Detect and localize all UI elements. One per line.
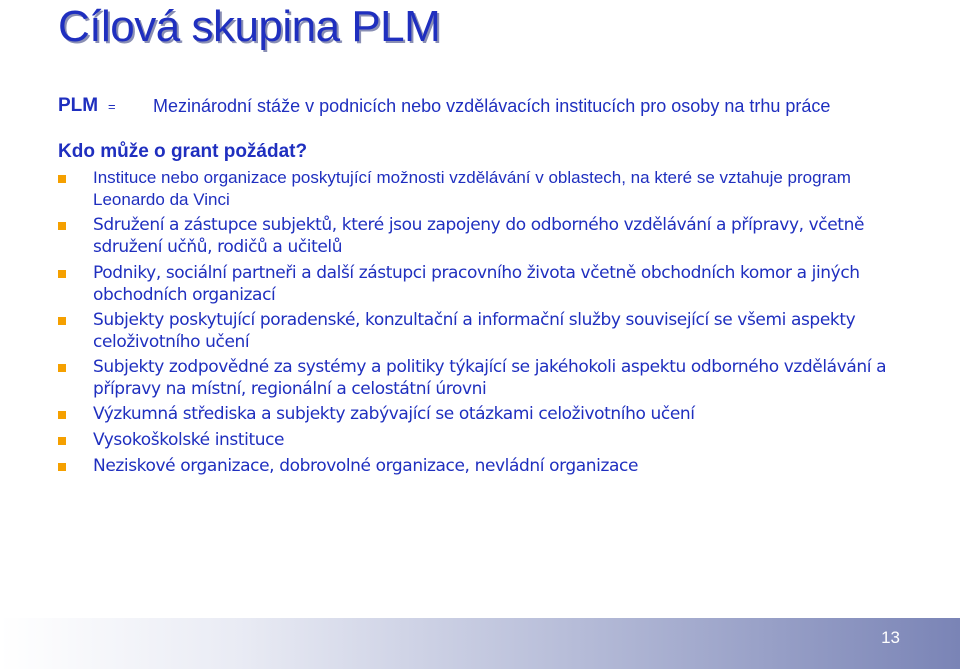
footer-band [0,618,960,669]
list-item [58,403,918,425]
plm-term: PLM [58,95,99,116]
list-item [58,214,918,258]
bullet-square-icon [58,222,66,230]
list-item-text: Neziskové organizace, dobrovolné organizace, nevládní organizace [93,456,639,476]
list-item-text: Subjekty poskytující poradenské, konzultační a informační služby související se všemi aspekty celoživotního učení [93,310,856,352]
eligible-applicants-list [58,167,918,477]
bullet-square-icon [58,463,66,471]
bullet-square-icon [58,437,66,445]
bullet-square-icon [58,270,66,278]
list-item-text: Vysokoškolské instituce [93,430,285,450]
list-item-text: Výzkumná střediska a subjekty zabývající se otázkami celoživotního učení [93,404,695,424]
list-item [58,455,918,477]
slide-title: Cílová skupina PLM [58,2,441,51]
list-item-text: Subjekty zodpovědné za systémy a politiky týkající se jakéhokoli aspektu odborného vzdělávání a přípravy na místní, regionální a celostátní úrovni [93,357,887,399]
list-item [58,309,918,353]
list-item [58,429,918,451]
list-item-text: Sdružení a zástupce subjektů, které jsou zapojeny do odborného vzdělávání a přípravy, včetně sdružení učňů, rodičů a učitelů [93,215,864,257]
plm-definition: Mezinárodní stáže v podnicích nebo vzdělávacích institucích pro osoby na trhu práce [153,96,831,116]
bullet-square-icon [58,364,66,372]
bullet-square-icon [58,175,66,183]
plm-definition-row [58,95,918,141]
list-item-text: Instituce nebo organizace poskytující možnosti vzdělávání v oblastech, na které se vztahuje program Leonardo da Vinci [93,168,851,209]
list-item [58,262,918,306]
section-heading: Kdo může o grant požádat? [58,141,308,162]
page-number: 13 [881,628,900,647]
list-item-text: Podniky, sociální partneři a další zástupci pracovního života včetně obchodních komor a jiných obchodních organizací [93,263,860,305]
list-item [58,167,918,211]
bullet-square-icon [58,411,66,419]
bullet-square-icon [58,317,66,325]
equals-sign: = [108,99,116,114]
list-item [58,356,918,400]
